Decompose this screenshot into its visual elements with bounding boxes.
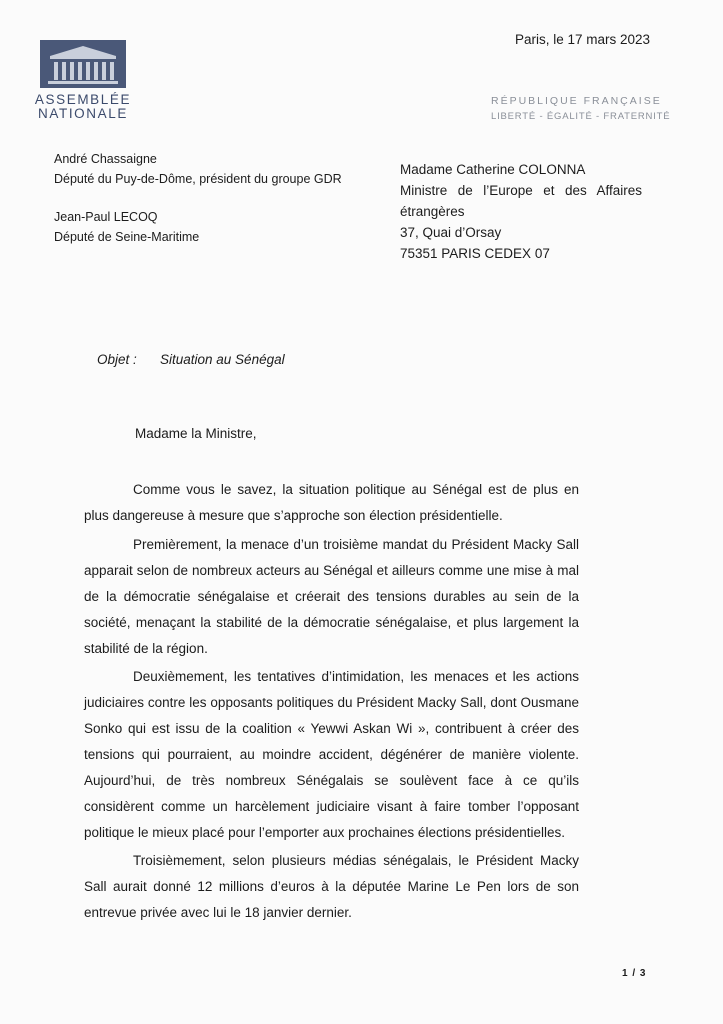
recipient-title-cont: étrangères [400,204,465,219]
page-number: 1 / 3 [622,968,647,979]
recipient-title: Ministre de l’Europe et des Affaires [400,183,642,198]
logo-line1: ASSEMBLÉE [34,92,132,107]
body-paragraph-4: Troisièmement, selon plusieurs médias sénégalais, le Président Macky Sall aurait donné 12 millions d’euros à la députée Marine Le Pen lors de son entrevue privée avec lui le 18 janvier dernier. [84,853,579,920]
assemblee-logo-icon [40,40,126,88]
sender-1-title: Député du Puy-de-Dôme, président du groupe GDR [54,172,342,186]
salutation: Madame la Ministre, [135,426,257,441]
republic-motto: LIBERTÉ - ÉGALITÉ - FRATERNITÉ [491,111,671,122]
object-label: Objet : [97,352,137,367]
recipient-address: 37, Quai d’Orsay [400,225,502,240]
sender-2-title: Député de Seine-Maritime [54,230,200,244]
body-paragraph-3: Deuxièmement, les tentatives d’intimidation, les menaces et les actions judiciaires contre les opposants politiques du Président Macky Sall, dont Ousmane Sonko qui est issu de la coalition « Yewwi Askan Wi », contribuent à créer des tensions qui pourraient, au moindre accident, dégénérer de manière violente. Aujourd’hui, de très nombreux Sénégalais se soulèvent face à ce qu’ils considèrent comme un harcèlement judiciaire visant à faire tomber l’opposant politique le mieux placé pour l’emporter aux prochaines élections présidentielles. [84,669,579,840]
letter-date: Paris, le 17 mars 2023 [515,32,651,47]
recipient-city: 75351 PARIS CEDEX 07 [400,246,550,261]
republic-name: RÉPUBLIQUE FRANÇAISE [491,95,662,107]
recipient-name: Madame Catherine COLONNA [400,162,586,177]
sender-2-name: Jean-Paul LECOQ [54,210,158,224]
body-paragraph-1: Comme vous le savez, la situation politique au Sénégal est de plus en plus dangereuse à mesure que s’approche son élection présidentielle. [84,482,579,523]
logo-line2: NATIONALE [38,106,128,121]
object-text: Situation au Sénégal [160,352,285,367]
sender-1-name: André Chassaigne [54,152,157,166]
body-paragraph-2: Premièrement, la menace d’un troisième mandat du Président Macky Sall apparait selon de nombreux acteurs au Sénégal et ailleurs comme une mise à mal de la démocratie sénégalaise et créerait des tensions durables au sein de la société, menaçant la stabilité de la démocratie sénégalaise, et plus largement la stabilité de la région. [84,537,579,656]
